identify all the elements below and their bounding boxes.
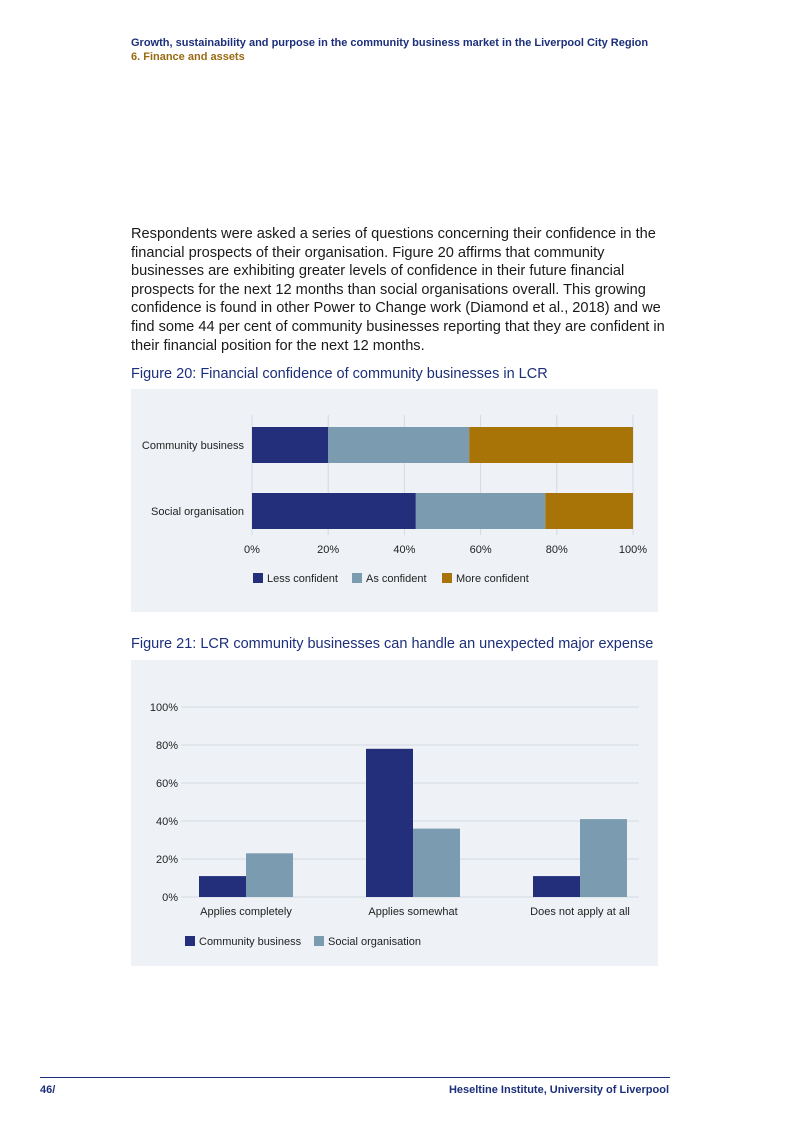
x-tick-label: 0% <box>244 544 260 556</box>
legend-label: Community business <box>199 936 302 948</box>
figure-21-chart <box>131 660 658 966</box>
y-category-label: Community business <box>141 440 244 452</box>
legend-swatch <box>314 936 324 946</box>
legend-swatch <box>442 573 452 583</box>
figure-20-chart <box>131 389 658 612</box>
x-tick-label: 40% <box>393 544 416 556</box>
bar-segment <box>328 427 469 463</box>
bar-segment <box>545 493 633 529</box>
figure-20-caption: Figure 20: Financial confidence of community businesses in LCR <box>131 366 548 382</box>
legend-label: More confident <box>456 573 529 585</box>
bar <box>199 876 246 897</box>
y-tick-label: 20% <box>155 854 178 866</box>
y-category-label: Social organisation <box>151 506 244 518</box>
x-tick-label: 80% <box>545 544 568 556</box>
y-tick-label: 0% <box>162 892 178 904</box>
x-tick-label: 20% <box>317 544 340 556</box>
report-title: Growth, sustainability and purpose in the community business market in the Liverpool City Region <box>131 37 649 49</box>
running-header <box>131 37 648 63</box>
x-category-label: Applies somewhat <box>368 906 458 918</box>
legend-swatch <box>185 936 195 946</box>
legend-swatch <box>352 573 362 583</box>
bar-segment <box>416 493 546 529</box>
footer-publisher: Heseltine Institute, University of Liverpool <box>448 1084 669 1096</box>
legend-swatch <box>253 573 263 583</box>
figure-21-svg <box>131 660 658 966</box>
bar-segment <box>252 493 416 529</box>
legend-label: Social organisation <box>328 936 421 948</box>
x-tick-label: 100% <box>618 544 648 556</box>
x-tick-label: 60% <box>469 544 492 556</box>
section-title: 6. Finance and assets <box>131 51 245 63</box>
legend-label: Less confident <box>267 573 338 585</box>
y-tick-label: 60% <box>155 778 178 790</box>
bar <box>246 853 293 897</box>
figure-21-caption: Figure 21: LCR community businesses can handle an unexpected major expense <box>131 636 654 652</box>
y-tick-label: 40% <box>155 816 178 828</box>
figure-20-svg <box>131 389 658 612</box>
bar-segment <box>252 427 328 463</box>
y-tick-label: 100% <box>149 702 178 714</box>
bar <box>580 819 627 897</box>
footer-rule <box>40 1077 670 1078</box>
bar <box>413 829 460 897</box>
x-category-label: Does not apply at all <box>530 906 630 918</box>
bar <box>533 876 580 897</box>
legend-label: As confident <box>366 573 427 585</box>
bar <box>366 749 413 897</box>
bar-segment <box>469 427 633 463</box>
y-tick-label: 80% <box>155 740 178 752</box>
x-category-label: Applies completely <box>200 906 292 918</box>
page-number: 46/ <box>40 1084 56 1096</box>
body-paragraph: Respondents were asked a series of questions concerning their confidence in the financial prospects of their organisation. Figure 20 affirms that community businesses are exhibiting greater levels of confidence in their future financial prospects for the next 12 months than social organisations overall. This growing confidence is found in other Power to Change work (Diamond et al., 2018) and we find some 44 per cent of community businesses reporting that they are confident in their financial position for the next 12 months. <box>131 226 665 354</box>
